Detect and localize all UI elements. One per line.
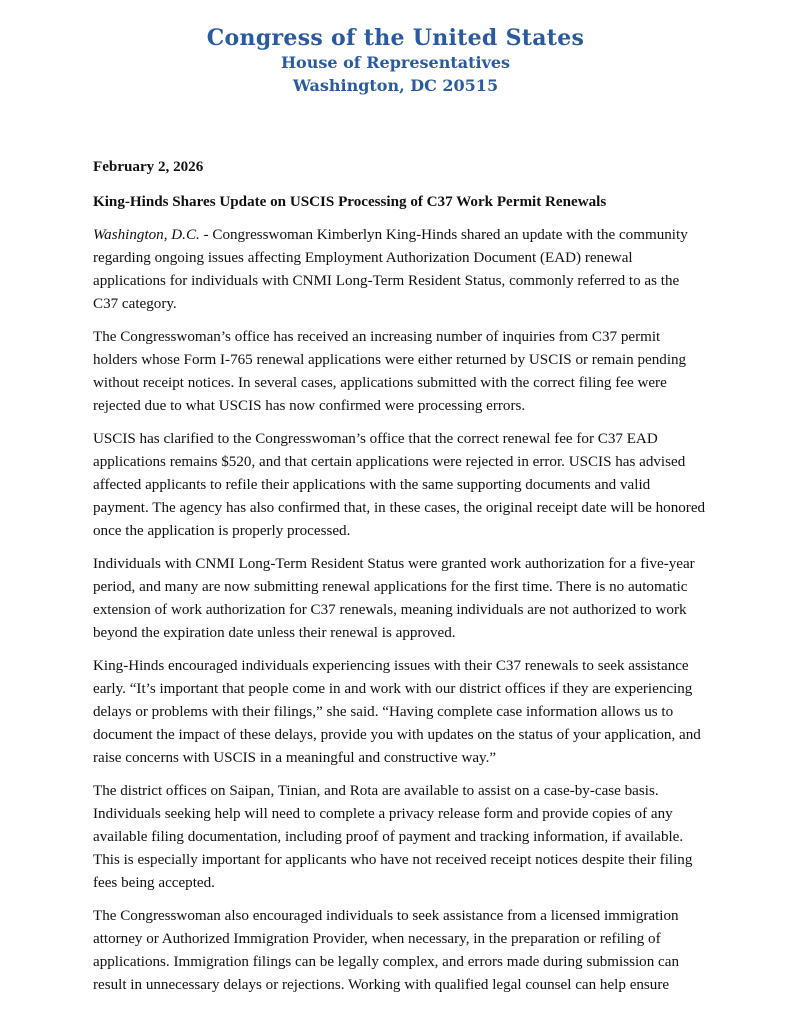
paragraph-5: King-Hinds encouraged individuals experiencing issues with their C37 renewals to seek assistance early. “It’s important that people come in and work with our district offices if they are experiencing delays or problems with their filings,” she said. “Having complete case information allows us to document the impact of these delays, provide you with updates on the status of your application, and raise concerns with USCIS in a meaningful and constructive way.”: [93, 658, 701, 766]
paragraph-4: Individuals with CNMI Long-Term Resident Status were granted work authorization for a five-year period, and many are now submitting renewal applications for the first time. There is no automatic extension of work authorization for C37 renewals, meaning individuals are not authorized to work beyond the expiration date unless their renewal is approved.: [93, 556, 695, 641]
press-release-body: [93, 156, 708, 1007]
paragraph-1: [93, 224, 708, 316]
release-date: February 2, 2026: [93, 159, 204, 175]
letterhead: [0, 24, 791, 98]
letterhead-address: Washington, DC 20515: [292, 76, 499, 95]
paragraph-3: USCIS has clarified to the Congresswoman’s office that the correct renewal fee for C37 EAD applications remains $520, and that certain applications were rejected in error. USCIS has advised affected applicants to refile their applications with the same supporting documents and valid payment. The agency has also confirmed that, in these cases, the original receipt date will be honored once the application is properly processed.: [93, 431, 706, 539]
release-headline: King-Hinds Shares Update on USCIS Processing of C37 Work Permit Renewals: [93, 194, 607, 210]
letterhead-subtitle: House of Representatives: [280, 53, 511, 72]
paragraph-2: The Congresswoman’s office has received an increasing number of inquiries from C37 permit holders whose Form I-765 renewal applications were either returned by USCIS or remain pending without receipt notices. In several cases, applications submitted with the correct filing fee were rejected due to what USCIS has now confirmed were processing errors.: [93, 329, 687, 414]
paragraph-7: The Congresswoman also encouraged individuals to seek assistance from a licensed immigration attorney or Authorized Immigration Provider, when necessary, in the preparation or refiling of applications. Immigration filings can be legally complex, and errors made during submission can result in unnecessary delays or rejections. Working with qualified legal counsel can help ensure: [93, 908, 679, 993]
paragraph-6: The district offices on Saipan, Tinian, and Rota are available to assist on a case-by-case basis. Individuals seeking help will need to complete a privacy release form and provide copies of any available filing documentation, including proof of payment and tracking information, if available. This is especially important for applicants who have not received receipt notices despite their filing fees being accepted.: [93, 783, 693, 891]
letterhead-title: Congress of the United States: [206, 25, 585, 51]
dateline: Washington, D.C.: [93, 227, 200, 243]
paragraph-1-text: - Congresswoman Kimberlyn King-Hinds shared an update with the community regarding ongoing issues affecting Employment Authorization Document (EAD) renewal applications for individuals with CNMI Long-Term Resident Status, commonly referred to as the C37 category.: [93, 227, 688, 312]
